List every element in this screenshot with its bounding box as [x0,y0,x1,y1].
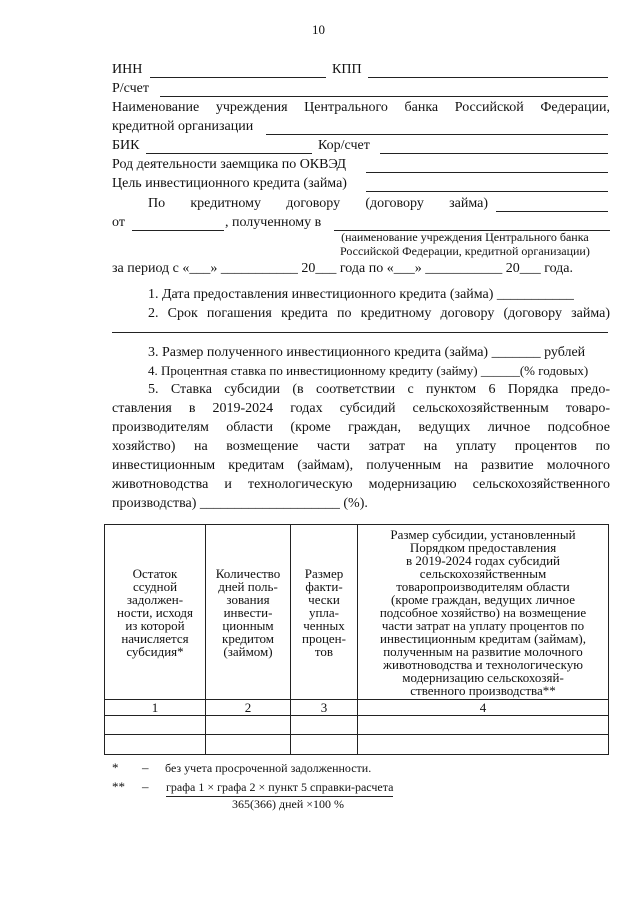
subsidy-table [104,524,609,755]
item-5-line-4: хозяйство) на возмещение части затрат на уплату процентов по [112,439,610,454]
table-header-row [105,525,609,700]
item-4: 4. Процентная ставка по инвестиционному кредиту (займу) ______(% годовых) [148,363,589,378]
bik-field-line[interactable] [146,153,312,154]
table-number-row [105,700,609,716]
header-cell-3: Размер факти- чески упла- ченных процен- тов [291,525,358,700]
bank-name-label: Наименование учреждения Центрального банка Российской Федерации, [112,100,610,115]
table-cell[interactable] [105,735,206,755]
formula-denominator: 365(366) дней ×100 % [232,797,345,811]
table-cell[interactable] [291,735,358,755]
item-5-line-2: ставления в 2019-2024 годах субсидий сельскохозяйственным товаро- [112,401,610,416]
column-number: 4 [358,700,609,716]
rschet-label: Р/счет [112,81,149,96]
header-cell-1: Остаток ссудной задолжен- ности, исходя из которой начисляется субсидия* [105,525,206,700]
bank-name-field-line[interactable] [266,134,608,135]
contract-from-label: от [112,215,125,230]
kpp-field-line[interactable] [368,77,608,78]
footnote-1-dash: – [142,760,149,775]
okved-field-line[interactable] [366,172,608,173]
kpp-label: КПП [332,62,362,77]
item-3: 3. Размер полученного инвестиционного кредита (займа) _______ рублей [148,345,586,360]
purpose-label: Цель инвестиционного кредита (займа) [112,176,347,191]
purpose-field-line[interactable] [366,191,608,192]
item-5-line-5: инвестиционным кредитам (займам), полученным на развитие молочного [112,458,610,473]
item-5-line-6: животноводства и технологическую модернизацию сельскохозяйственного [112,477,610,492]
footnote-2-mark: ** [112,779,125,794]
column-number: 3 [291,700,358,716]
korschet-field-line[interactable] [380,153,608,154]
bank-name-label-2: кредитной организации [112,119,254,134]
item-1: 1. Дата предоставления инвестиционного кредита (займа) ___________ [148,287,574,302]
table-cell[interactable] [206,716,291,735]
table-cell[interactable] [358,716,609,735]
table-row [105,735,609,755]
okved-label: Род деятельности заемщика по ОКВЭД [112,157,347,172]
item-5-line-7: производства) ____________________ (%). [112,496,368,511]
footnote-1-mark: * [112,760,119,775]
bik-label: БИК [112,138,140,153]
contract-number-line[interactable] [496,211,608,212]
formula-numerator: графа 1 × графа 2 × пункт 5 справки-расчета [166,780,393,797]
table-cell[interactable] [206,735,291,755]
table-row [105,716,609,735]
inn-field-line[interactable] [150,77,326,78]
header-cell-2: Количество дней поль- зования инвести- ционным кредитом (займом) [206,525,291,700]
bank-institution-hint: (наименование учреждения Центрального банка Российской Федерации, кредитной организации) [340,230,590,258]
period-label: за период с «___» ___________ 20___ года по «___» ___________ 20___ года. [112,261,574,276]
contract-date-line[interactable] [132,230,224,231]
item-5-line-1: 5. Ставка субсидии (в соответствии с пунктом 6 Порядка предо- [148,382,610,397]
column-number: 2 [206,700,291,716]
received-in-label: , полученному в [225,215,322,230]
header-cell-4: Размер субсидии, установленный Порядком предоставления в 2019-2024 годах субсидий сельскохозяйственным товаропроизводителям области (кроме граждан, ведущих личное подсобное хозяйство) на возмещение части затрат на уплату процентов по инвестиционным кредитам (займам), полученным на развитие молочного животноводства и технологическую модернизацию сельскохозяй- ственного производства** [358,525,609,700]
footnote-1-text: без учета просроченной задолженности. [165,761,372,775]
page-number: 10 [312,22,325,37]
rschet-field-line[interactable] [160,96,608,97]
footnote-2-dash: – [142,779,149,794]
item-2-answer-line[interactable] [112,332,608,333]
table-cell[interactable] [105,716,206,735]
korschet-label: Кор/счет [318,138,370,153]
item-5-line-3: производителям области (кроме граждан, ведущих личное подсобное [112,420,610,435]
inn-label: ИНН [112,62,143,77]
column-number: 1 [105,700,206,716]
table-cell[interactable] [291,716,358,735]
contract-label: По кредитному договору (договору займа) [148,196,488,211]
item-2: 2. Срок погашения кредита по кредитному договору (договору займа) [148,306,610,321]
table-cell[interactable] [358,735,609,755]
